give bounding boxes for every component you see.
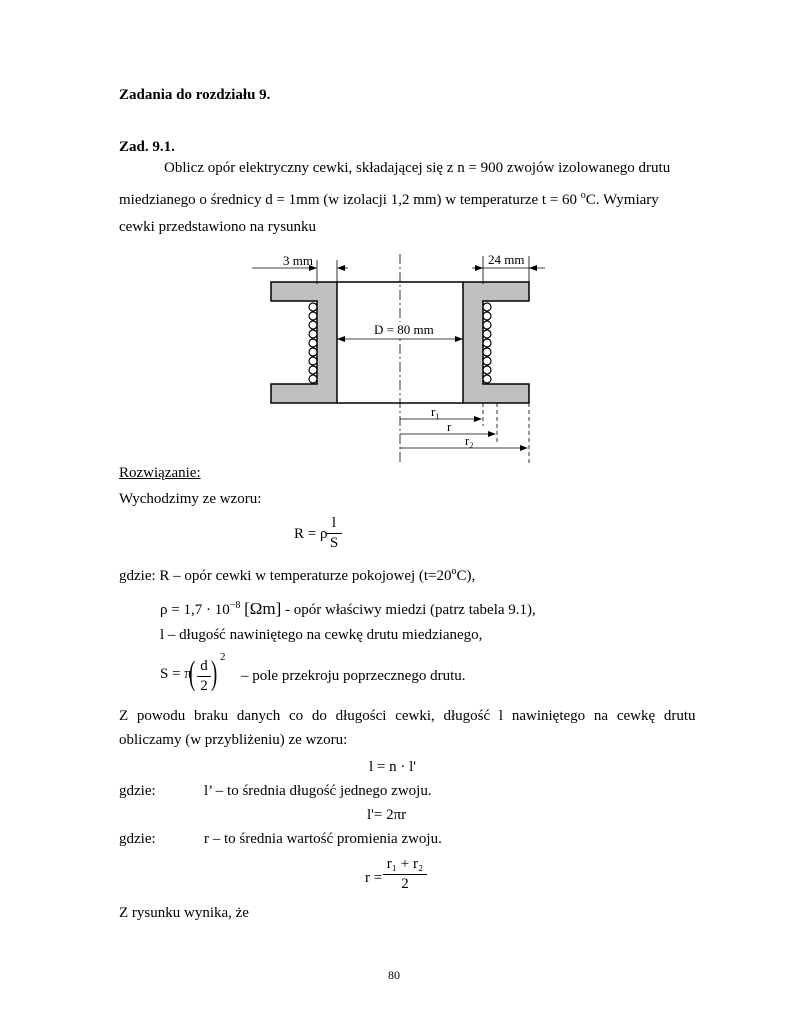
rho-value: ρ = 1,7 · 10 <box>160 602 230 618</box>
r-label: r <box>447 419 452 434</box>
task-text-2a: miedzianego o średnicy d = 1mm (w izolacji 1,2 mm) w temperaturze t = 60 <box>119 192 581 208</box>
left-windings <box>309 303 317 383</box>
right-coil-flange <box>463 282 529 403</box>
dim-24mm-arrow-1 <box>475 265 483 271</box>
s-exponent: 2 <box>220 651 226 663</box>
task-text-line-1: Oblicz opór elektryczny cewki, składającej się z n = 900 zwojów izolowanego drutu <box>164 160 671 176</box>
s-paren-left: ( <box>189 655 196 692</box>
final-line: Z rysunku wynika, że <box>119 905 249 921</box>
r2-label <box>465 433 473 450</box>
s-num: d <box>197 659 211 677</box>
s-den: 2 <box>200 677 208 694</box>
dim-3mm-arrow-2 <box>337 265 345 271</box>
rho-exponent: −8 <box>229 600 241 611</box>
l-definition: l – długość nawiniętego na cewkę drutu miedzianego, <box>160 627 483 643</box>
r1-arrow <box>474 416 482 422</box>
where-r-line <box>119 567 475 584</box>
task-text-line-2 <box>119 191 659 208</box>
r-arrow <box>488 431 496 437</box>
coil-figure <box>0 248 791 478</box>
dim-24mm-arrow-2 <box>529 265 537 271</box>
where-r-end: C), <box>456 568 476 584</box>
solution-label: Rozwiązanie: <box>119 465 201 481</box>
length-paragraph-2: obliczamy (w przybliżeniu) ze wzoru: <box>119 732 348 748</box>
dim-d-arrow-right <box>455 336 463 342</box>
eq-length: l = n · l' <box>369 759 416 775</box>
dim-d-label: D = 80 mm <box>374 322 434 337</box>
eq-r-num: r₁ + r₂ <box>383 857 427 875</box>
eq-resistance-den: S <box>329 534 339 551</box>
where-lp-label: gdzie: <box>119 783 156 799</box>
r2-sub: 2 <box>469 441 474 450</box>
eq-resistance-fraction <box>326 516 342 552</box>
dim-3mm-label: 3 mm <box>283 253 313 268</box>
where-r2-text: r – to średnia wartość promienia zwoju. <box>204 831 442 847</box>
length-paragraph-1: Z powodu braku danych co do długości cewki, długość l nawiniętego na cewkę drutu <box>119 708 696 724</box>
r1-label <box>431 404 439 421</box>
eq-resistance-lhs: R = ρ <box>294 526 328 542</box>
rho-description: - opór właściwy miedzi (patrz tabela 9.1), <box>281 602 536 618</box>
task-text-line-3: cewki przedstawiono na rysunku <box>119 219 317 235</box>
dim-24mm-label: 24 mm <box>488 252 525 267</box>
eq-resistance-num: l <box>326 516 342 534</box>
s-paren-right: ) <box>211 655 218 692</box>
where-r-degree: o <box>451 566 457 577</box>
r2-arrow <box>520 445 528 451</box>
rho-line <box>160 600 536 618</box>
eq-r-den: 2 <box>401 875 409 892</box>
rho-unit: [Ωm] <box>244 599 282 618</box>
where-r-text: gdzie: R – opór cewki w temperaturze pokojowej (t=20 <box>119 568 452 584</box>
right-windings <box>483 303 491 383</box>
dim-d-arrow-left <box>337 336 345 342</box>
r1-letter: r <box>431 404 436 419</box>
s-description: – pole przekroju poprzecznego drutu. <box>241 668 466 684</box>
eq-r-lhs: r = <box>365 870 383 886</box>
chapter-heading: Zadania do rozdziału 9. <box>119 87 271 103</box>
degree-sup: o <box>580 190 586 201</box>
eq-lprime: l'= 2πr <box>367 807 407 823</box>
s-formula-lhs: S = π <box>160 666 192 682</box>
where-r2-label: gdzie: <box>119 831 156 847</box>
r1-sub: 1 <box>435 412 440 421</box>
s-fraction <box>197 659 211 695</box>
page-number: 80 <box>388 968 400 982</box>
eq-r-fraction <box>383 857 427 893</box>
r2-letter: r <box>465 433 470 448</box>
task-label: Zad. 9.1. <box>119 139 175 155</box>
task-text-2b: C. Wymiary <box>585 192 659 208</box>
solution-intro: Wychodzimy ze wzoru: <box>119 491 262 507</box>
where-lp-text: l’ – to średnia długość jednego zwoju. <box>204 783 432 799</box>
left-coil-flange <box>271 282 337 403</box>
